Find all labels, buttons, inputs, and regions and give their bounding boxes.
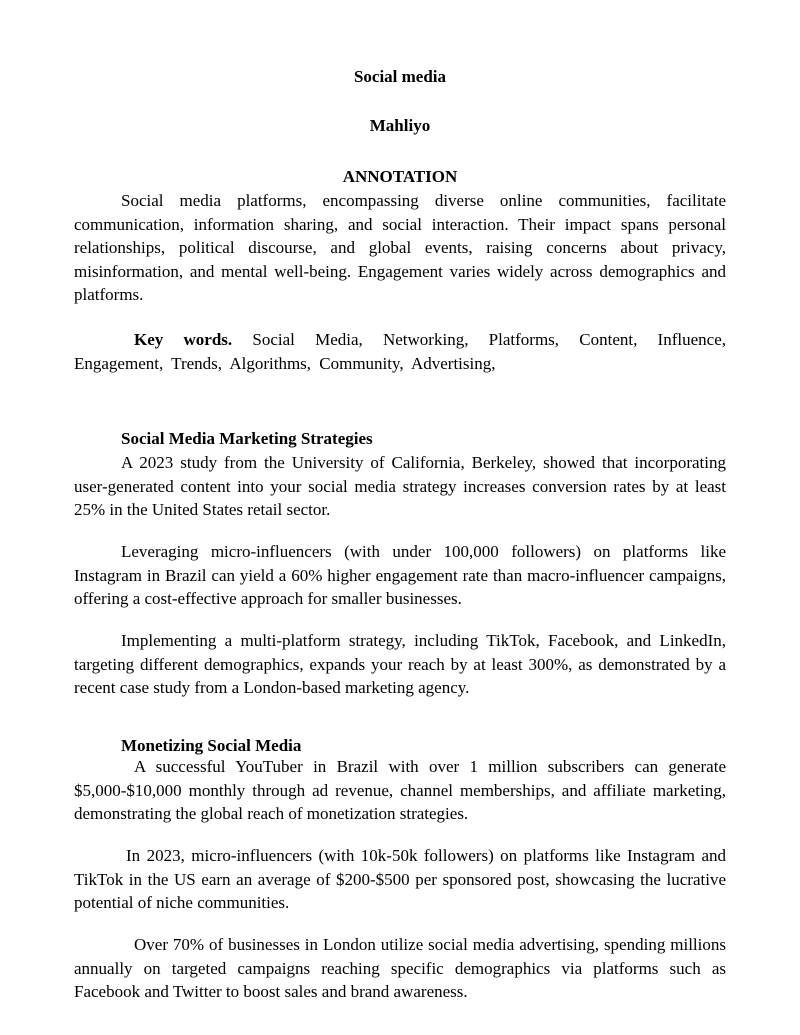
keywords-label: Key words. [134, 330, 233, 349]
document-page [74, 0, 726, 1035]
section-heading-monetizing: Monetizing Social Media [121, 736, 302, 755]
annotation-paragraph: Social media platforms, encompassing diverse online communities, facilitate communication, information sharing, and social interaction. Their impact spans personal relationships, political discourse, and global events, raising concerns about privacy, misinformation, and mental well-being. Engagement varies widely across demographics and platforms. [74, 191, 726, 304]
marketing-paragraph-3: Implementing a multi-platform strategy, including TikTok, Facebook, and LinkedIn, targeting different demographics, expands your reach by at least 300%, as demonstrated by a recent case study from a London-based marketing agency. [74, 631, 726, 697]
marketing-paragraph-1: A 2023 study from the University of California, Berkeley, showed that incorporating user-generated content into your social media strategy increases conversion rates by at least 25% in the United States retail sector. [74, 453, 726, 519]
author-name: Mahliyo [369, 116, 431, 135]
section-heading-marketing: Social Media Marketing Strategies [121, 429, 373, 448]
keywords-block [74, 328, 726, 375]
document-title: Social media [353, 67, 447, 86]
monetizing-paragraph-2: In 2023, micro-influencers (with 10k-50k followers) on platforms like Instagram and TikTok in the US earn an average of $200-$500 per sponsored post, showcasing the lucrative potential of niche communities. [74, 846, 726, 912]
marketing-paragraph-2: Leveraging micro-influencers (with under 100,000 followers) on platforms like Instagram in Brazil can yield a 60% higher engagement rate than macro-influencer campaigns, offering a cost-effective approach for smaller businesses. [74, 542, 726, 608]
annotation-heading: ANNOTATION [342, 167, 458, 186]
monetizing-paragraph-3: Over 70% of businesses in London utilize social media advertising, spending millions annually on targeted campaigns reaching specific demographics via platforms such as Facebook and Twitter to boost sales and brand awareness. [74, 935, 726, 1001]
keywords-list: Social Media, Networking, Platforms, Content, Influence, Engagement, Trends, Algorithms, Community, Advertising, [74, 330, 726, 373]
monetizing-paragraph-1: A successful YouTuber in Brazil with over 1 million subscribers can generate $5,000-$10,000 monthly through ad revenue, channel memberships, and affiliate marketing, demonstrating the global reach of monetization strategies. [74, 757, 726, 823]
